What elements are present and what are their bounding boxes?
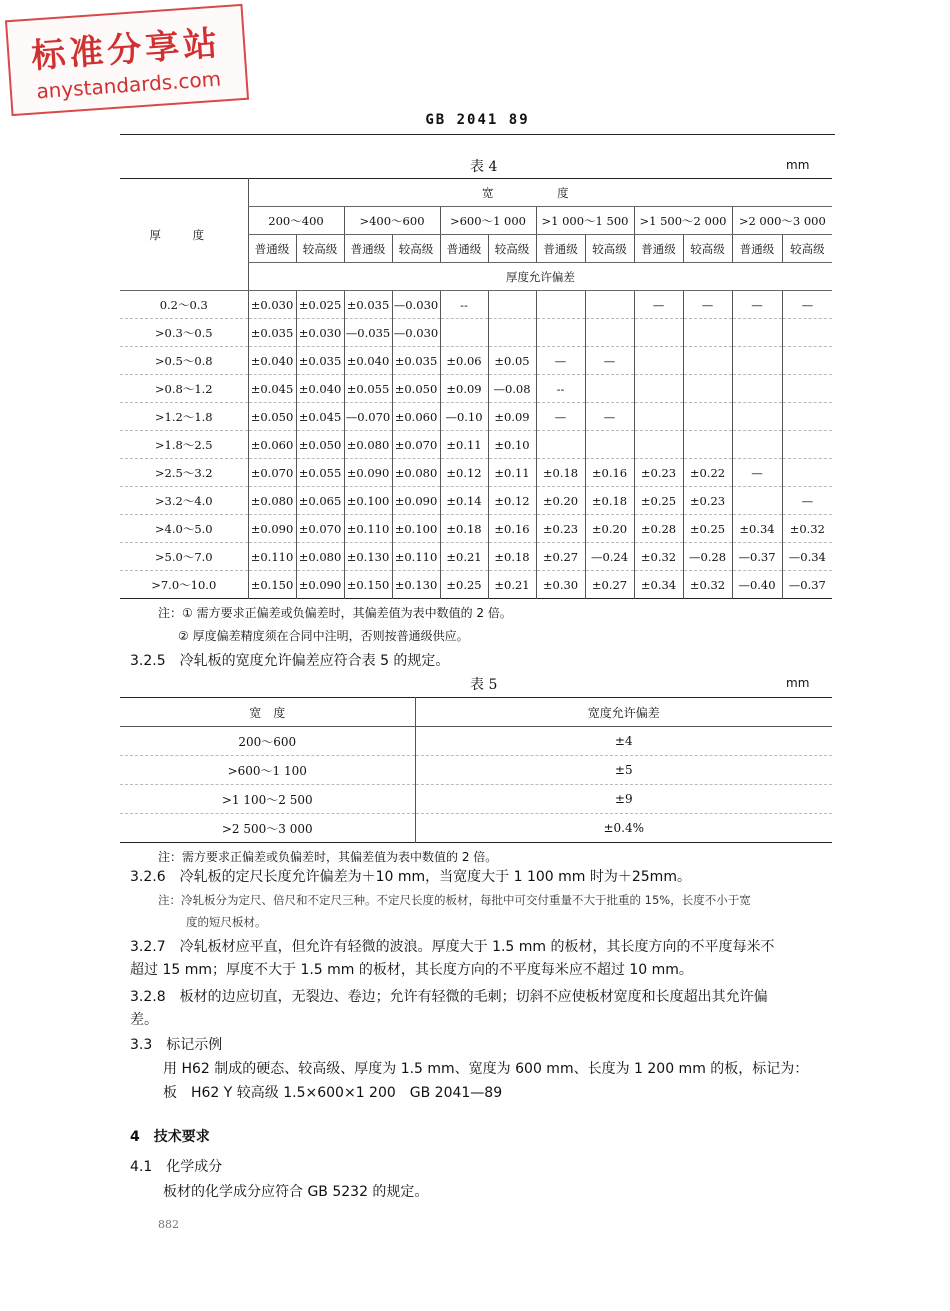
tolerance-cell: — [782, 291, 832, 319]
tolerance-cell: —0.37 [732, 543, 782, 571]
tolerance-cell: ±0.150 [344, 571, 392, 599]
table-row [120, 814, 832, 843]
thickness-cell: >0.8～1.2 [120, 375, 248, 403]
table4-note-1: 注：① 需方要求正偏差或负偏差时，其偏差值为表中数值的 2 倍。 [158, 606, 512, 620]
width-range-header: >1 500～2 000 [634, 207, 732, 235]
tolerance-cell: —0.030 [392, 291, 440, 319]
tolerance-cell: ±0.28 [634, 515, 683, 543]
tolerance-cell: ±0.080 [248, 487, 296, 515]
tolerance-cell: ±0.09 [488, 403, 536, 431]
tolerance-cell: ±0.18 [536, 459, 585, 487]
section-3-2-6-note-line2: 度的短尺板材。 [186, 915, 267, 929]
width-range-header: 200～400 [248, 207, 344, 235]
tolerance-cell [488, 291, 536, 319]
tolerance-cell [634, 403, 683, 431]
section-3-2-7-line2: 超过 15 mm；厚度不大于 1.5 mm 的板材，其长度方向的不平度每米应不超过 10 mm。 [130, 962, 693, 978]
tolerance-cell: ±0.065 [296, 487, 344, 515]
width-tolerance-cell: ±9 [415, 785, 832, 814]
thickness-cell: >3.2～4.0 [120, 487, 248, 515]
tolerance-cell: ±0.070 [248, 459, 296, 487]
thickness-cell: >5.0～7.0 [120, 543, 248, 571]
table4-note-2: ② 厚度偏差精度须在合同中注明，否则按普通级供应。 [178, 629, 469, 643]
tolerance-header: 厚度允许偏差 [248, 263, 832, 291]
tolerance-cell [585, 291, 634, 319]
tolerance-cell: — [683, 291, 732, 319]
tolerance-cell: ±0.040 [296, 375, 344, 403]
grade-higher-header: 较高级 [392, 235, 440, 263]
tolerance-cell: — [536, 347, 585, 375]
watermark-title: 标准分享站 [30, 23, 223, 77]
tolerance-cell [634, 431, 683, 459]
tolerance-cell: ±0.09 [440, 375, 488, 403]
tolerance-cell: ±0.05 [488, 347, 536, 375]
page-number: 882 [158, 1218, 179, 1231]
tolerance-cell: ±0.080 [296, 543, 344, 571]
tolerance-cell [536, 431, 585, 459]
table5-caption: 表 5 [470, 677, 498, 693]
grade-normal-header: 普通级 [440, 235, 488, 263]
tolerance-cell [732, 375, 782, 403]
width-cell: >2 500～3 000 [120, 814, 415, 843]
table-row [120, 515, 832, 543]
tolerance-cell: ±0.130 [344, 543, 392, 571]
tolerance-cell: ±0.090 [344, 459, 392, 487]
thickness-header: 厚 度 [120, 179, 248, 291]
tolerance-cell: ±0.12 [440, 459, 488, 487]
grade-normal-header: 普通级 [344, 235, 392, 263]
grade-normal-header: 普通级 [536, 235, 585, 263]
width-range-header: >1 000～1 500 [536, 207, 634, 235]
tolerance-cell: ±0.080 [392, 459, 440, 487]
tolerance-cell: ±0.070 [392, 431, 440, 459]
section-3-3-mark: 板 H62 Y 较高级 1.5×600×1 200 GB 2041—89 [163, 1085, 503, 1101]
tolerance-cell: ±0.045 [248, 375, 296, 403]
section-3-2-8-line1: 3.2.8 板材的边应切直，无裂边、卷边；允许有轻微的毛刺；切斜不应使板材宽度和长度超出其允许偏 [130, 989, 768, 1005]
table4-caption: 表 4 [470, 159, 498, 175]
section-3-2-6: 3.2.6 冷轧板的定尺长度允许偏差为＋10 mm，当宽度大于 1 100 mm 时为＋25mm。 [130, 869, 691, 885]
tolerance-cell [782, 319, 832, 347]
tolerance-cell: ±0.18 [585, 487, 634, 515]
section-3-2-6-note-line1: 注：冷轧板分为定尺、倍尺和不定尺三种。不定尺长度的板材，每批中可交付重量不大于批重的 15%，长度不小于宽 [158, 893, 751, 907]
tolerance-cell: ±0.130 [392, 571, 440, 599]
tolerance-cell: ±0.34 [634, 571, 683, 599]
section-4-1-title: 4.1 化学成分 [130, 1159, 223, 1175]
tolerance-cell: —0.035 [344, 319, 392, 347]
section-3-2-5: 3.2.5 冷轧板的宽度允许偏差应符合表 5 的规定。 [130, 653, 450, 669]
tolerance-cell: ±0.16 [488, 515, 536, 543]
tolerance-cell: ±0.32 [683, 571, 732, 599]
tolerance-cell: —0.070 [344, 403, 392, 431]
section-3-3-text: 用 H62 制成的硬态、较高级、厚度为 1.5 mm、宽度为 600 mm、长度为 1 200 mm 的板，标记为： [163, 1061, 809, 1077]
tolerance-cell: ±0.060 [248, 431, 296, 459]
tolerance-cell: ±0.090 [296, 571, 344, 599]
tolerance-cell: ±0.20 [585, 515, 634, 543]
table4-unit: mm [786, 158, 810, 172]
tolerance-cell: ±0.11 [440, 431, 488, 459]
tolerance-cell: ±0.050 [392, 375, 440, 403]
tolerance-cell: —0.40 [732, 571, 782, 599]
tolerance-cell: ±0.100 [392, 515, 440, 543]
table-row [120, 571, 832, 599]
tolerance-cell: ±0.20 [536, 487, 585, 515]
table-row [120, 543, 832, 571]
tolerance-cell: -- [536, 375, 585, 403]
tolerance-cell: ±0.090 [248, 515, 296, 543]
width-range-header: >2 000～3 000 [732, 207, 832, 235]
tolerance-cell [536, 319, 585, 347]
grade-normal-header: 普通级 [634, 235, 683, 263]
tolerance-cell: ±0.34 [732, 515, 782, 543]
table-row [120, 459, 832, 487]
tolerance-cell [782, 375, 832, 403]
tolerance-cell: ±0.27 [585, 571, 634, 599]
tolerance-cell: ±0.110 [344, 515, 392, 543]
tolerance-cell: —0.030 [392, 319, 440, 347]
tolerance-cell: ±0.32 [634, 543, 683, 571]
tolerance-cell [732, 487, 782, 515]
tolerance-cell: ±0.080 [344, 431, 392, 459]
table5-note: 注：需方要求正偏差或负偏差时，其偏差值为表中数值的 2 倍。 [158, 850, 498, 864]
width-range-header: >400～600 [344, 207, 440, 235]
tolerance-cell: ±0.035 [248, 319, 296, 347]
tolerance-cell: ±0.18 [440, 515, 488, 543]
tolerance-cell: ±0.100 [344, 487, 392, 515]
grade-higher-header: 较高级 [296, 235, 344, 263]
section-3-3-title: 3.3 标记示例 [130, 1037, 223, 1053]
tolerance-cell: ±0.06 [440, 347, 488, 375]
width-cell: >1 100～2 500 [120, 785, 415, 814]
tolerance-cell: -- [440, 291, 488, 319]
tolerance-cell [732, 403, 782, 431]
tolerance-cell [683, 375, 732, 403]
table-row [120, 727, 832, 756]
tolerance-cell: ±0.110 [392, 543, 440, 571]
tolerance-cell [585, 375, 634, 403]
header-rule [120, 134, 835, 135]
tolerance-cell [782, 403, 832, 431]
section-3-2-8-line2: 差。 [130, 1012, 158, 1028]
tolerance-cell: ±0.040 [248, 347, 296, 375]
section-4-1-text: 板材的化学成分应符合 GB 5232 的规定。 [163, 1184, 429, 1200]
tolerance-cell: ±0.110 [248, 543, 296, 571]
table-row [120, 375, 832, 403]
table5-width-header: 宽 度 [120, 698, 415, 727]
table-row [120, 487, 832, 515]
tolerance-cell: ±0.050 [248, 403, 296, 431]
table5-tolerance-header: 宽度允许偏差 [415, 698, 832, 727]
tolerance-cell [683, 431, 732, 459]
table-row [120, 347, 832, 375]
tolerance-cell: —0.10 [440, 403, 488, 431]
tolerance-cell [683, 319, 732, 347]
tolerance-cell: — [732, 459, 782, 487]
watermark-stamp [5, 4, 249, 116]
tolerance-cell: ±0.14 [440, 487, 488, 515]
table-row [120, 431, 832, 459]
width-tolerance-cell: ±5 [415, 756, 832, 785]
tolerance-cell: — [634, 291, 683, 319]
width-cell: 200～600 [120, 727, 415, 756]
tolerance-cell: — [732, 291, 782, 319]
tolerance-cell [634, 347, 683, 375]
tolerance-cell: — [585, 403, 634, 431]
tolerance-cell [634, 375, 683, 403]
tolerance-cell [683, 403, 732, 431]
table-row [120, 756, 832, 785]
thickness-cell: >1.2～1.8 [120, 403, 248, 431]
tolerance-cell: ±0.21 [488, 571, 536, 599]
tolerance-cell [634, 319, 683, 347]
tolerance-cell: ±0.23 [536, 515, 585, 543]
tolerance-cell: —0.28 [683, 543, 732, 571]
tolerance-cell: ±0.055 [296, 459, 344, 487]
table5 [120, 697, 832, 843]
thickness-cell: >1.8～2.5 [120, 431, 248, 459]
grade-higher-header: 较高级 [488, 235, 536, 263]
width-range-header: >600～1 000 [440, 207, 536, 235]
grade-higher-header: 较高级 [683, 235, 732, 263]
tolerance-cell: — [536, 403, 585, 431]
tolerance-cell [732, 431, 782, 459]
tolerance-cell: ±0.10 [488, 431, 536, 459]
section-3-2-7-line1: 3.2.7 冷轧板材应平直，但允许有轻微的波浪。厚度大于 1.5 mm 的板材，其长度方向的不平度每米不 [130, 939, 775, 955]
tolerance-cell: ±0.16 [585, 459, 634, 487]
tolerance-cell: ±0.25 [683, 515, 732, 543]
width-cell: >600～1 100 [120, 756, 415, 785]
tolerance-cell [585, 319, 634, 347]
page-header: GB 2041 89 [425, 112, 530, 128]
table-row [120, 785, 832, 814]
tolerance-cell: ±0.12 [488, 487, 536, 515]
tolerance-cell: ±0.045 [296, 403, 344, 431]
thickness-cell: >7.0～10.0 [120, 571, 248, 599]
tolerance-cell: ±0.035 [344, 291, 392, 319]
grade-normal-header: 普通级 [248, 235, 296, 263]
tolerance-cell: ±0.18 [488, 543, 536, 571]
grade-higher-header: 较高级 [782, 235, 832, 263]
section-4-title: 4 技术要求 [130, 1129, 210, 1145]
tolerance-cell [732, 319, 782, 347]
tolerance-cell: ±0.30 [536, 571, 585, 599]
table5-unit: mm [786, 676, 810, 690]
tolerance-cell: ±0.040 [344, 347, 392, 375]
table4 [120, 178, 832, 599]
tolerance-cell: —0.08 [488, 375, 536, 403]
tolerance-cell: — [585, 347, 634, 375]
tolerance-cell [782, 347, 832, 375]
width-header: 宽 度 [248, 179, 832, 207]
thickness-cell: >0.3～0.5 [120, 319, 248, 347]
tolerance-cell: ±0.25 [440, 571, 488, 599]
tolerance-cell: ±0.070 [296, 515, 344, 543]
tolerance-cell: ±0.23 [634, 459, 683, 487]
tolerance-cell: ±0.27 [536, 543, 585, 571]
grade-normal-header: 普通级 [732, 235, 782, 263]
grade-higher-header: 较高级 [585, 235, 634, 263]
tolerance-cell [732, 347, 782, 375]
tolerance-cell [585, 431, 634, 459]
tolerance-cell: ±0.060 [392, 403, 440, 431]
tolerance-cell: ±0.035 [296, 347, 344, 375]
tolerance-cell: ±0.11 [488, 459, 536, 487]
thickness-cell: >2.5～3.2 [120, 459, 248, 487]
tolerance-cell: ±0.32 [782, 515, 832, 543]
thickness-cell: >0.5～0.8 [120, 347, 248, 375]
tolerance-cell: —0.37 [782, 571, 832, 599]
table-row [120, 319, 832, 347]
tolerance-cell: ±0.090 [392, 487, 440, 515]
tolerance-cell [782, 459, 832, 487]
tolerance-cell: ±0.25 [634, 487, 683, 515]
table-row [120, 403, 832, 431]
tolerance-cell: ±0.055 [344, 375, 392, 403]
tolerance-cell: ±0.030 [248, 291, 296, 319]
tolerance-cell [488, 319, 536, 347]
tolerance-cell: ±0.21 [440, 543, 488, 571]
tolerance-cell: ±0.035 [392, 347, 440, 375]
tolerance-cell [782, 431, 832, 459]
tolerance-cell [440, 319, 488, 347]
tolerance-cell: —0.24 [585, 543, 634, 571]
tolerance-cell: ±0.050 [296, 431, 344, 459]
thickness-cell: >4.0～5.0 [120, 515, 248, 543]
thickness-cell: 0.2～0.3 [120, 291, 248, 319]
tolerance-cell: ±0.23 [683, 487, 732, 515]
tolerance-cell: — [782, 487, 832, 515]
table-row [120, 291, 832, 319]
width-tolerance-cell: ±4 [415, 727, 832, 756]
width-tolerance-cell: ±0.4% [415, 814, 832, 843]
tolerance-cell [536, 291, 585, 319]
tolerance-cell [683, 347, 732, 375]
tolerance-cell: ±0.22 [683, 459, 732, 487]
tolerance-cell: —0.34 [782, 543, 832, 571]
tolerance-cell: ±0.030 [296, 319, 344, 347]
tolerance-cell: ±0.150 [248, 571, 296, 599]
tolerance-cell: ±0.025 [296, 291, 344, 319]
watermark-url: anystandards.com [35, 66, 222, 104]
